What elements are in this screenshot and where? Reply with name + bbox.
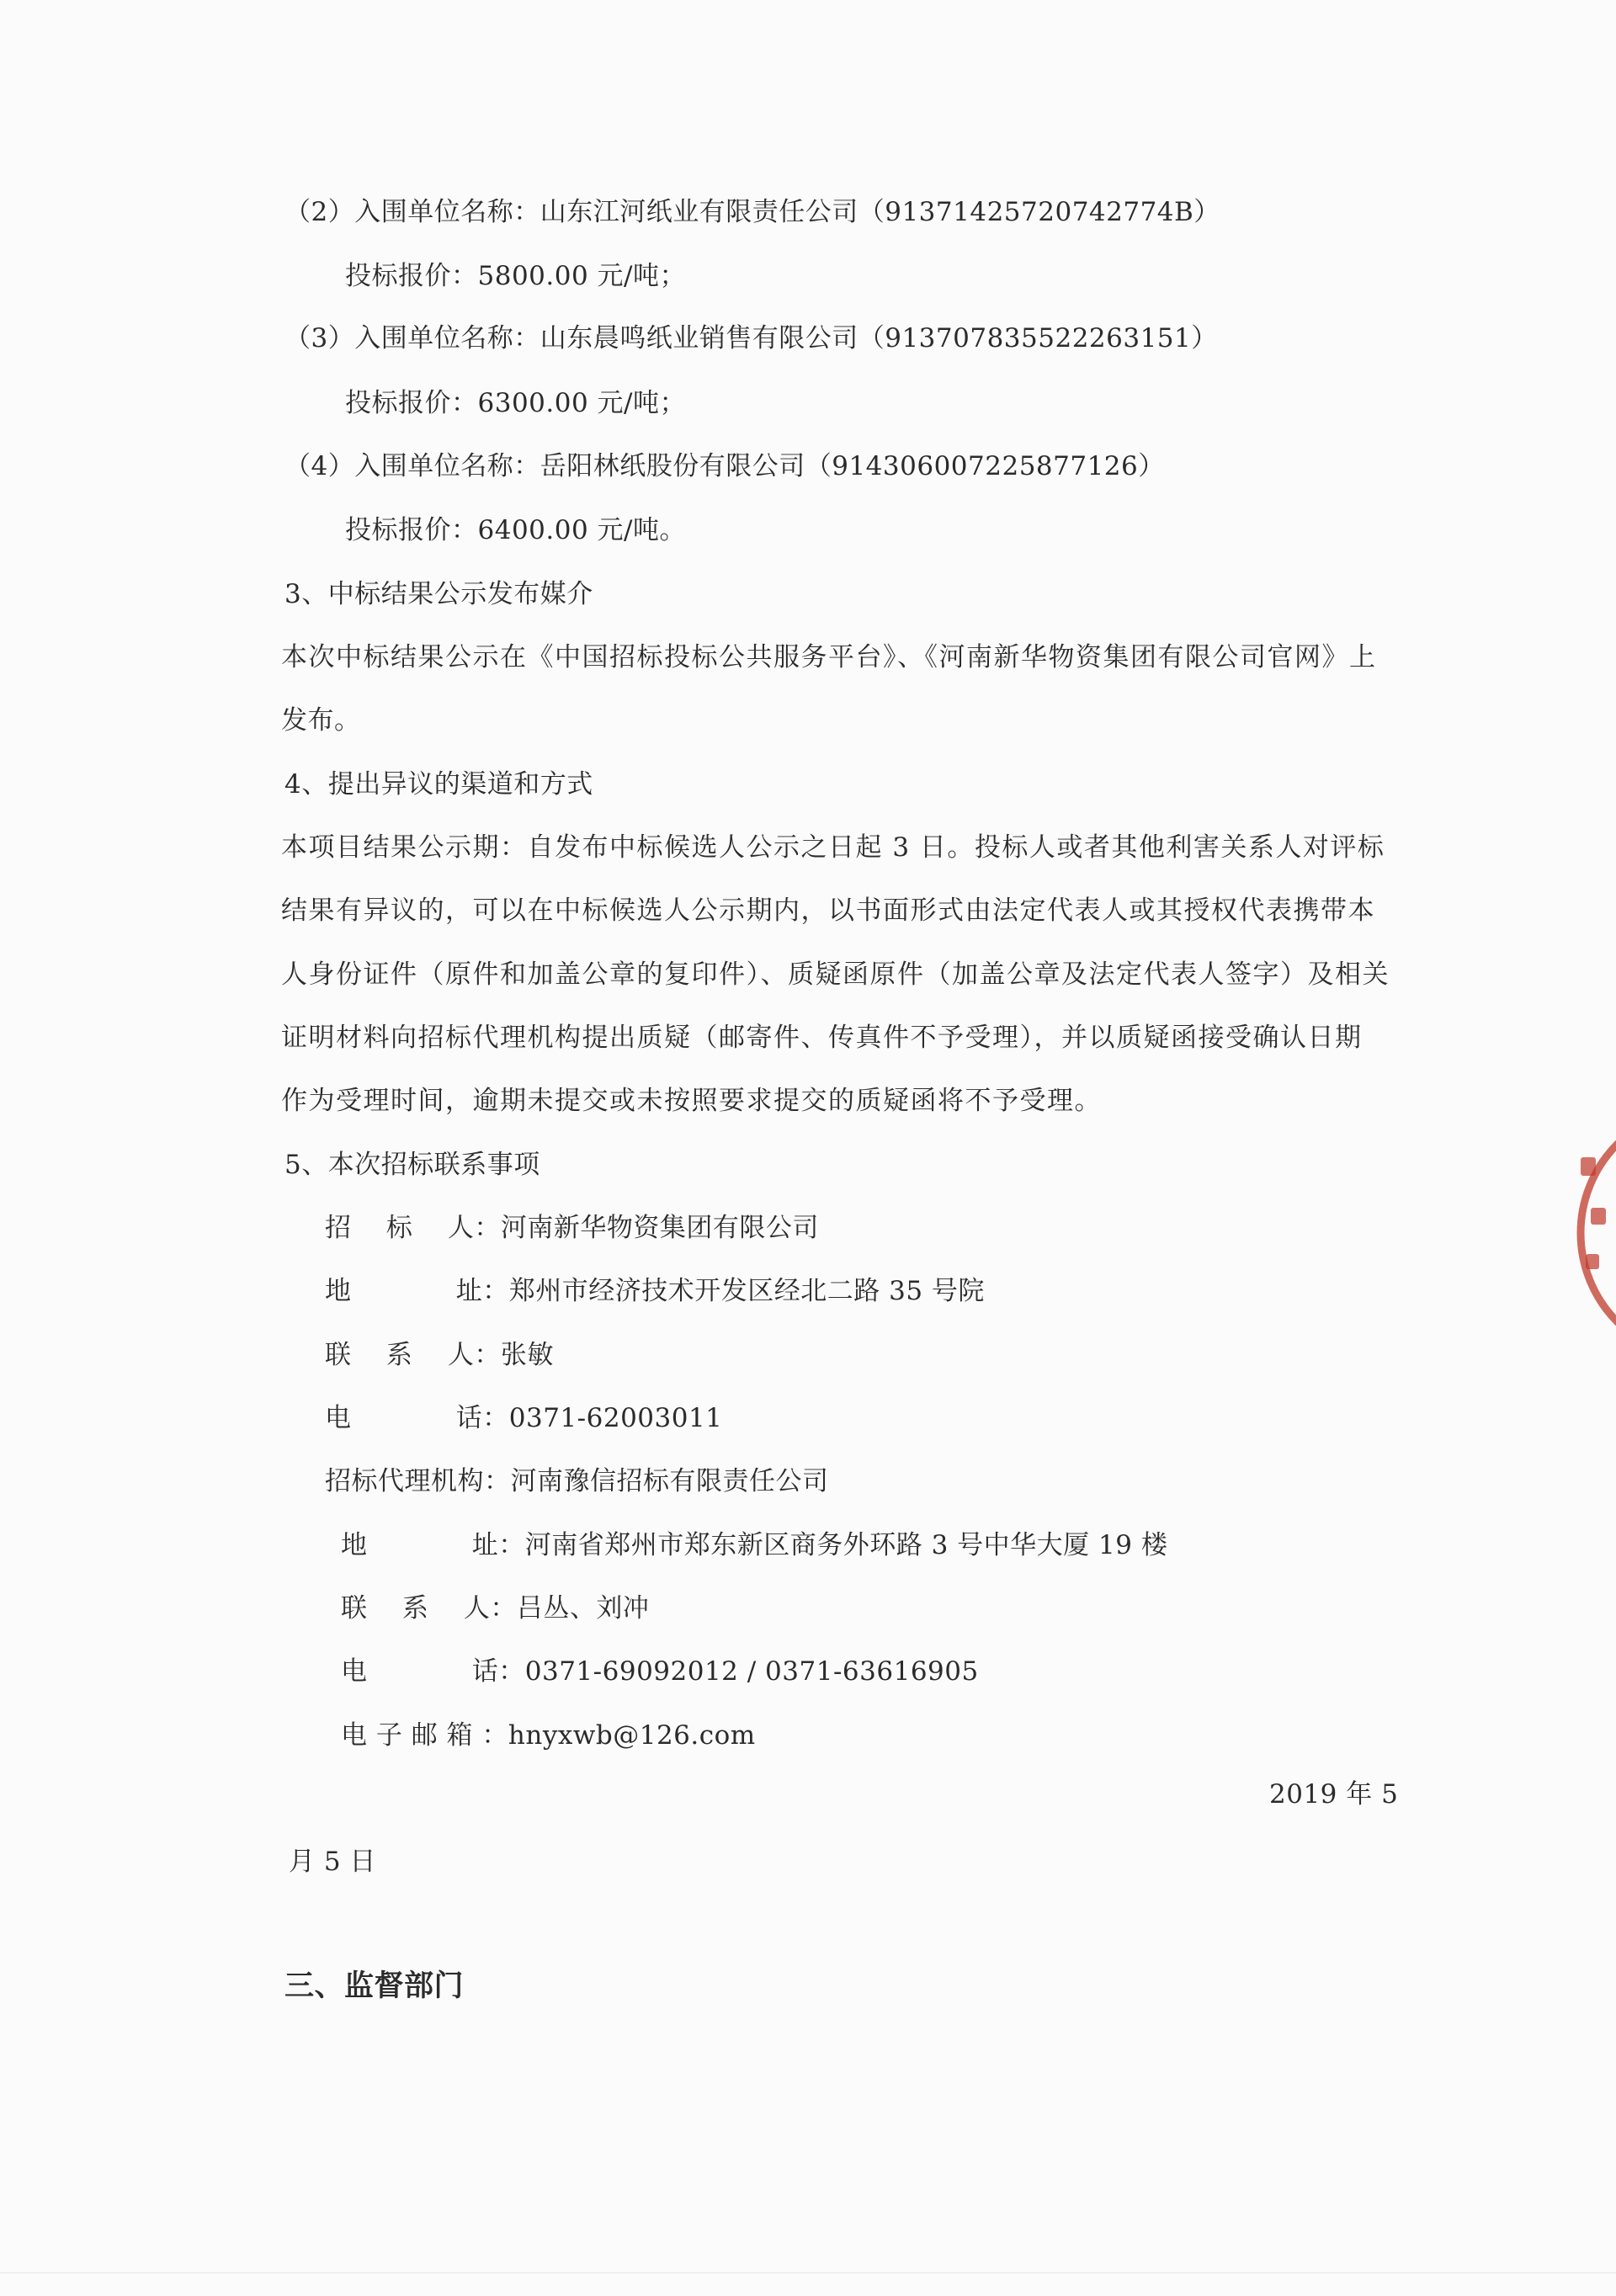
tenderer-row	[325, 1211, 819, 1245]
tenderer-label: 招 标 人：	[325, 1213, 501, 1243]
tenderer-address-value: 郑州市经济技术开发区经北二路 35 号院	[508, 1276, 985, 1306]
section-4-line-2: 结果有异议的，可以在中标候选人公示期内，以书面形式由法定代表人或其授权代表携带本	[281, 896, 1375, 926]
section-3-line-1: 本次中标结果公示在《中国招标投标公共服务平台》、《河南新华物资集团有限公司官网》上	[281, 642, 1377, 672]
agency-contact-value: 吕丛、刘冲	[516, 1593, 650, 1624]
tenderer-address-row	[325, 1274, 985, 1308]
agency-address-value: 河南省郑州市郑东新区商务外环路 3 号中华大厦 19 楼	[524, 1530, 1168, 1560]
bidder-2-name: 山东江河纸业有限责任公司（91371425720742774B）	[540, 197, 1220, 227]
section-3-title: 3、中标结果公示发布媒介	[284, 579, 593, 609]
bidder-3-label: （3）入围单位名称：	[284, 323, 540, 353]
agency-row	[325, 1464, 829, 1498]
agency-label: 招标代理机构：	[325, 1466, 511, 1496]
bidder-3-name: 山东晨鸣纸业销售有限公司（913707835522263151）	[540, 323, 1218, 353]
agency-value: 河南豫信招标有限责任公司	[510, 1466, 829, 1496]
official-seal-stamp	[1547, 1090, 1616, 1376]
tenderer-contact-value: 张敏	[500, 1340, 554, 1370]
agency-contact-label: 联 系 人：	[341, 1593, 517, 1624]
agency-address-label: 地 址：	[341, 1530, 525, 1560]
bidder-2-label: （2）入围单位名称：	[284, 197, 540, 227]
bidder-3-price: 投标报价：6300.00 元/吨；	[345, 388, 686, 418]
tenderer-value: 河南新华物资集团有限公司	[500, 1213, 819, 1243]
supervision-heading: 三、监督部门	[284, 1969, 465, 2003]
bidder-3-line	[284, 322, 1218, 355]
date-part-1: 2019 年 5	[1269, 1779, 1399, 1810]
section-4-line-1: 本项目结果公示期：自发布中标候选人公示之日起 3 日。投标人或者其他利害关系人对评标	[281, 832, 1385, 863]
date-part-2: 月 5 日	[289, 1847, 376, 1877]
agency-address-row	[341, 1528, 1167, 1562]
section-5-title: 5、本次招标联系事项	[284, 1150, 540, 1180]
tenderer-contact-label: 联 系 人：	[325, 1340, 501, 1370]
tenderer-contact-row	[325, 1338, 554, 1372]
agency-phone-value: 0371-69092012 / 0371-63616905	[524, 1656, 979, 1687]
section-3-line-2: 发布。	[281, 705, 361, 736]
bidder-2-line	[284, 195, 1220, 229]
tenderer-address-label: 地 址：	[325, 1276, 509, 1306]
agency-email-value: hnyxwb@126.com	[508, 1720, 756, 1751]
agency-email-row	[341, 1719, 756, 1752]
tenderer-phone-value: 0371-62003011	[508, 1403, 723, 1433]
bidder-2-price: 投标报价：5800.00 元/吨；	[345, 261, 686, 291]
section-4-line-3: 人身份证件（原件和加盖公章的复印件）、质疑函原件（加盖公章及法定代表人签字）及相关	[281, 959, 1390, 990]
page-bottom-edge	[0, 2272, 1616, 2273]
agency-email-label: 电 子 邮 箱 ：	[341, 1720, 508, 1751]
bidder-4-name: 岳阳林纸股份有限公司（914306007225877126）	[540, 451, 1165, 481]
tenderer-phone-row	[325, 1401, 722, 1435]
section-4-title: 4、提出异议的渠道和方式	[284, 769, 593, 800]
agency-phone-row	[341, 1655, 979, 1688]
bidder-4-line	[284, 449, 1165, 483]
bidder-4-label: （4）入围单位名称：	[284, 451, 540, 481]
section-4-line-4: 证明材料向招标代理机构提出质疑（邮寄件、传真件不予受理），并以质疑函接受确认日期	[281, 1023, 1363, 1053]
agency-contact-row	[341, 1592, 649, 1625]
section-4-line-5: 作为受理时间，逾期未提交或未按照要求提交的质疑函将不予受理。	[281, 1086, 1102, 1116]
agency-phone-label: 电 话：	[341, 1656, 525, 1687]
bidder-4-price: 投标报价：6400.00 元/吨。	[345, 515, 686, 545]
tenderer-phone-label: 电 话：	[325, 1403, 509, 1433]
